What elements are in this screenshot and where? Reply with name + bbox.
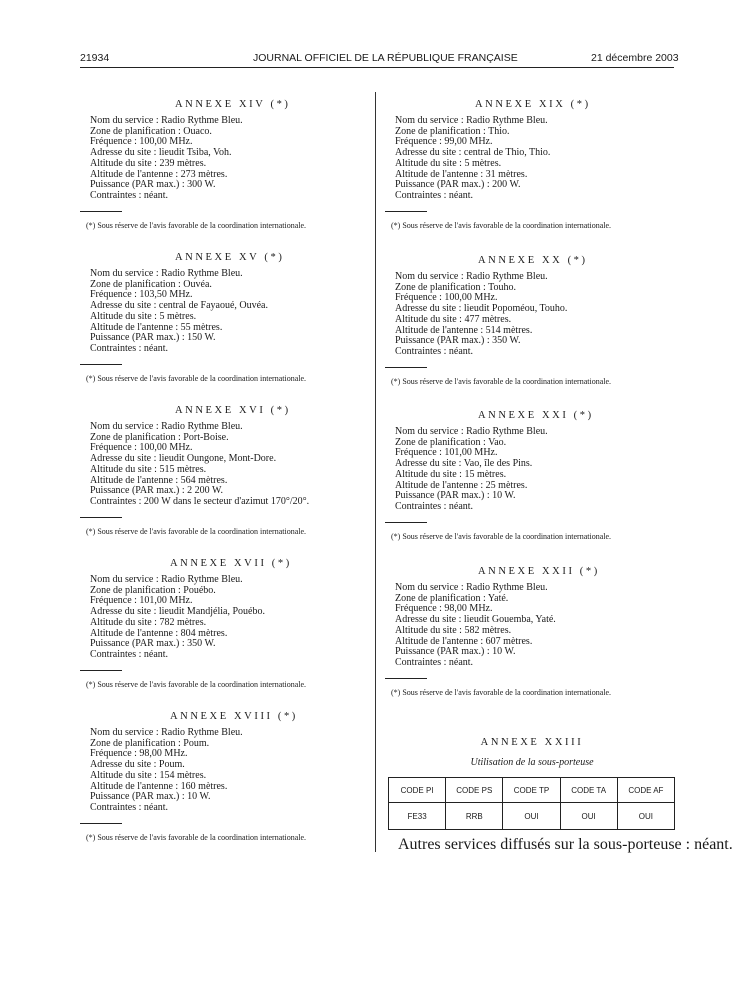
- annex-field: Contraintes : néant.: [90, 648, 169, 660]
- footnote-rule: [80, 211, 122, 212]
- annex-field: Fréquence : 98,00 MHz.: [90, 748, 188, 760]
- annex-field: Adresse du site : central de Thio, Thio.: [395, 147, 551, 159]
- annex-field: Altitude de l'antenne : 31 mètres.: [395, 168, 528, 180]
- footnote: (*) Sous réserve de l'avis favorable de la coordination internationale.: [391, 220, 612, 230]
- annex-field: Puissance (PAR max.) : 2 200 W.: [90, 485, 223, 497]
- footnote: (*) Sous réserve de l'avis favorable de la coordination internationale.: [391, 531, 612, 541]
- header-rule: [80, 67, 674, 68]
- table-cell: OUI: [617, 803, 674, 830]
- annex-field: Altitude de l'antenne : 160 mètres.: [90, 780, 228, 792]
- annex-title: ANNEXE XIX (*): [475, 99, 591, 110]
- annex-field: Zone de planification : Ouvéa.: [90, 278, 212, 290]
- annex-field: Altitude de l'antenne : 514 mètres.: [395, 324, 533, 336]
- annex-title: ANNEXE XVIII (*): [170, 711, 298, 722]
- footnote-rule: [385, 367, 427, 368]
- annex-field: Nom du service : Radio Rythme Bleu.: [395, 115, 548, 126]
- annex-field: Altitude du site : 782 mètres.: [90, 616, 207, 628]
- annex-block: [86, 558, 307, 690]
- table-header-cell: CODE AF: [617, 778, 674, 803]
- annex-field: Nom du service : Radio Rythme Bleu.: [395, 271, 548, 282]
- annex-field: Fréquence : 103,50 MHz.: [90, 289, 193, 301]
- table-cell: FE33: [389, 803, 446, 830]
- annex-block: [391, 566, 612, 698]
- annex-field: Nom du service : Radio Rythme Bleu.: [90, 421, 243, 432]
- annex-field: Adresse du site : lieudit Popoméou, Touho.: [395, 303, 568, 315]
- footnote: (*) Sous réserve de l'avis favorable de la coordination internationale.: [391, 687, 612, 697]
- annex-field: Puissance (PAR max.) : 10 W.: [395, 490, 516, 502]
- annex-field: Zone de planification : Vao.: [395, 436, 507, 448]
- annex-title: ANNEXE XXI (*): [478, 410, 594, 421]
- annex-block: [86, 252, 307, 384]
- annex-block: [86, 405, 310, 537]
- annex-title: ANNEXE XIV (*): [175, 99, 291, 110]
- subcarrier-table: [388, 777, 675, 830]
- footnote: (*) Sous réserve de l'avis favorable de la coordination internationale.: [86, 526, 307, 536]
- footnote: (*) Sous réserve de l'avis favorable de la coordination internationale.: [86, 220, 307, 230]
- annex-field: Contraintes : néant.: [90, 189, 169, 201]
- footnote-rule: [385, 678, 427, 679]
- annex-field: Fréquence : 101,00 MHz.: [90, 595, 193, 607]
- annex-field: Altitude de l'antenne : 25 mètres.: [395, 479, 528, 491]
- annex-field: Zone de planification : Poum.: [90, 737, 210, 749]
- annex-field: Fréquence : 98,00 MHz.: [395, 603, 493, 615]
- publication-date: 21 décembre 2003: [591, 52, 679, 64]
- annex-field: Puissance (PAR max.) : 350 W.: [90, 638, 216, 650]
- table-cell: OUI: [560, 803, 617, 830]
- footnote-rule: [80, 364, 122, 365]
- annex-field: Puissance (PAR max.) : 150 W.: [90, 332, 216, 344]
- annex-field: Puissance (PAR max.) : 200 W.: [395, 179, 521, 191]
- annex-field: Fréquence : 101,00 MHz.: [395, 447, 498, 459]
- table-header-cell: CODE PI: [389, 778, 446, 803]
- annex-title: ANNEXE XXII (*): [478, 566, 600, 577]
- annex-field: Nom du service : Radio Rythme Bleu.: [395, 582, 548, 593]
- annex-field: Contraintes : néant.: [90, 342, 169, 354]
- annex-field: Altitude de l'antenne : 804 mètres.: [90, 627, 228, 639]
- annex-field: Nom du service : Radio Rythme Bleu.: [90, 727, 243, 738]
- annex-block: [86, 711, 307, 843]
- annex-field: Altitude de l'antenne : 607 mètres.: [395, 635, 533, 647]
- table-cell: RRB: [446, 803, 503, 830]
- annex-field: Altitude du site : 5 mètres.: [395, 157, 502, 169]
- annex-field: Altitude du site : 154 mètres.: [90, 769, 207, 781]
- annex-field: Fréquence : 99,00 MHz.: [395, 136, 493, 148]
- table-cell: OUI: [503, 803, 560, 830]
- footnote-rule: [80, 823, 122, 824]
- annex-field: Zone de planification : Port-Boise.: [90, 431, 229, 443]
- annex-field: Zone de planification : Thio.: [395, 125, 510, 137]
- annex-field: Altitude du site : 15 mètres.: [395, 468, 507, 480]
- annex-field: Adresse du site : Vao, île des Pins.: [395, 458, 533, 470]
- page-number: 21934: [80, 52, 110, 64]
- annex-note: Autres services diffusés sur la sous-porteuse : néant.: [398, 836, 733, 853]
- annex-xxiii: [388, 737, 733, 854]
- table-header-cell: CODE TA: [560, 778, 617, 803]
- annex-field: Altitude de l'antenne : 564 mètres.: [90, 474, 228, 486]
- annex-field: Adresse du site : central de Fayaoué, Ouvéa.: [90, 300, 268, 312]
- journal-title: JOURNAL OFFICIEL DE LA RÉPUBLIQUE FRANÇAISE: [253, 52, 518, 64]
- annex-field: Puissance (PAR max.) : 300 W.: [90, 179, 216, 191]
- annex-field: Altitude du site : 477 mètres.: [395, 313, 512, 325]
- annex-field: Altitude du site : 239 mètres.: [90, 157, 207, 169]
- annex-field: Contraintes : néant.: [395, 656, 474, 668]
- footnote-rule: [80, 670, 122, 671]
- annex-field: Zone de planification : Yaté.: [395, 592, 509, 604]
- annex-field: Contraintes : néant.: [395, 500, 474, 512]
- annex-field: Adresse du site : lieudit Tsiba, Voh.: [90, 147, 232, 159]
- annex-field: Adresse du site : lieudit Gouemba, Yaté.: [395, 614, 556, 626]
- table-header-cell: CODE TP: [503, 778, 560, 803]
- annex-field: Nom du service : Radio Rythme Bleu.: [90, 268, 243, 279]
- annex-field: Nom du service : Radio Rythme Bleu.: [90, 574, 243, 585]
- annex-block: [391, 410, 612, 542]
- annex-field: Fréquence : 100,00 MHz.: [90, 136, 193, 148]
- table-header-cell: CODE PS: [446, 778, 503, 803]
- footnote-rule: [80, 517, 122, 518]
- annex-field: Zone de planification : Ouaco.: [90, 125, 212, 137]
- footnote: (*) Sous réserve de l'avis favorable de la coordination internationale.: [391, 376, 612, 386]
- annex-field: Contraintes : néant.: [395, 189, 474, 201]
- annex-title: ANNEXE XVI (*): [175, 405, 291, 416]
- annex-field: Contraintes : néant.: [395, 345, 474, 357]
- annex-field: Contraintes : 200 W dans le secteur d'azimut 170°/20°.: [90, 495, 310, 507]
- footnote: (*) Sous réserve de l'avis favorable de la coordination internationale.: [86, 832, 307, 842]
- annex-title: ANNEXE XXIII: [480, 737, 584, 748]
- annex-field: Altitude de l'antenne : 55 mètres.: [90, 321, 223, 333]
- footnote-rule: [385, 522, 427, 523]
- annex-title: ANNEXE XX (*): [478, 255, 588, 266]
- footnote: (*) Sous réserve de l'avis favorable de la coordination internationale.: [86, 373, 307, 383]
- annex-field: Altitude du site : 515 mètres.: [90, 463, 207, 475]
- annex-field: Adresse du site : lieudit Oungone, Mont-Dore.: [90, 453, 277, 465]
- annex-field: Puissance (PAR max.) : 10 W.: [395, 646, 516, 658]
- column-divider: [375, 92, 376, 852]
- annex-subtitle: Utilisation de la sous-porteuse: [470, 757, 594, 768]
- annex-field: Altitude de l'antenne : 273 mètres.: [90, 168, 228, 180]
- annex-field: Nom du service : Radio Rythme Bleu.: [90, 115, 243, 126]
- annex-field: Zone de planification : Pouébo.: [90, 584, 216, 596]
- annex-field: Fréquence : 100,00 MHz.: [90, 442, 193, 454]
- annex-field: Fréquence : 100,00 MHz.: [395, 292, 498, 304]
- annex-field: Altitude du site : 5 mètres.: [90, 310, 197, 322]
- annex-field: Nom du service : Radio Rythme Bleu.: [395, 426, 548, 437]
- annex-field: Puissance (PAR max.) : 10 W.: [90, 791, 211, 803]
- annex-block: [391, 99, 612, 231]
- footnote: (*) Sous réserve de l'avis favorable de la coordination internationale.: [86, 679, 307, 689]
- annex-field: Adresse du site : Poum.: [90, 759, 185, 771]
- footnote-rule: [385, 211, 427, 212]
- table-header-row: [389, 778, 675, 803]
- annex-title: ANNEXE XV (*): [175, 252, 285, 263]
- annex-title: ANNEXE XVII (*): [170, 558, 292, 569]
- annex-block: [86, 99, 307, 231]
- annex-field: Altitude du site : 582 mètres.: [395, 624, 512, 636]
- annex-field: Adresse du site : lieudit Mandjélia, Pouébo.: [90, 606, 265, 618]
- annex-block: [391, 255, 612, 387]
- annex-field: Puissance (PAR max.) : 350 W.: [395, 335, 521, 347]
- annex-field: Contraintes : néant.: [90, 801, 169, 813]
- table-row: [389, 803, 675, 830]
- annex-field: Zone de planification : Touho.: [395, 281, 517, 293]
